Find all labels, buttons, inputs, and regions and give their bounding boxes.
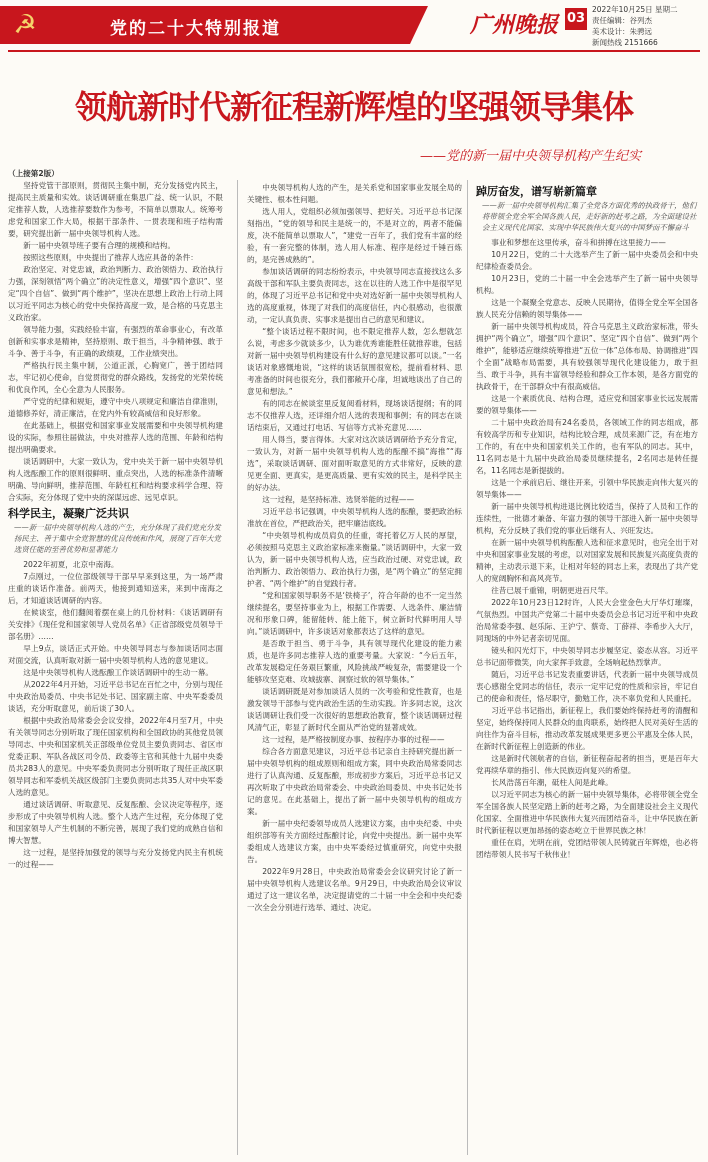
paragraph: 中央领导机构人选的产生，是关系党和国家事业发展全局的关键性、根本性问题。 — [247, 183, 462, 204]
page-header — [0, 0, 708, 48]
issue-meta — [592, 4, 678, 48]
banner-title: 党的二十大特别报道 — [110, 19, 281, 39]
paragraph: 在此基础上，根据党和国家事业发展需要和中央领导机构建设的实际，参照往届做法，中央对推荐人选的范围、年龄和结构提出明确要求。 — [8, 421, 223, 454]
subheadline: ——党的新一届中央领导机构产生纪实 — [420, 149, 642, 164]
issue-date: 2022年10月25日 星期二 — [592, 5, 678, 14]
paragraph: 事业和梦想在这里传承，奋斗和拼搏在这里接力—— — [491, 238, 666, 247]
section-subheading-2: ——新一届中央领导机构汇集了全党各方面优秀的执政骨干，他们将带领全党全军全国各族人民，走好新的赶考之路，为全面建设社会主义现代化国家、实现中华民族伟大复兴的中国梦而不懈奋斗 — [482, 201, 697, 232]
paragraph: “党和国家领导职务不是‘铁椅子’，符合年龄的也不一定当然继续提名，要坚持事业为上，根据工作需要、人选条件、廉洁情况和形象口碑，能留能转、能上能下，树立新时代鲜明用人导向。”谈话调研中，许多谈话对象都表达了这样的意见。 — [247, 591, 462, 636]
paragraph: 这一过程，是坚持标准、选贤举能的过程—— — [262, 495, 415, 504]
paragraph: 是否敢于担当、勇于斗争，具有领导现代化建设的能力素质，也是许多同志推荐人选的重要考量。大家说：“今后五年，改革发展稳定任务艰巨繁重，风险挑战严峻复杂，需要建设一个能够攻坚克难、攻城拔寨、洞察过软的领导集体。” — [247, 639, 462, 684]
paragraph: 参加谈话调研的同志纷纷表示，中央领导同志直接找这么多高级干部和军队主要负责同志，这在以往的人选工作中是很罕见的，体现了习近平总书记和党中央对选好新一届中央领导机构人选的高度重视，体现了对我们的高度信任，内心很感动，也很激动，一定认真负责、实事求是提出自己的意见和建议。 — [247, 267, 462, 324]
paragraph: 在候谈室，他们翻阅着摆在桌上的几份材料：《谈话调研有关安排》《现任党和国家领导人党员名单》《正省部级党员领导干部名册》…… — [8, 608, 223, 641]
paragraph: 谈话调研中，大家一致认为，党中央关于新一届中央领导机构人选酝酿工作的原则很鲜明、重点突出，人选的标准条件清晰明确、导向鲜明，推荐范围、年龄杠杠和结构要求科学合理、符合实际，充分体现了党中央的深谋远虑、远见卓识。 — [8, 457, 223, 502]
paragraph: 2022年初夏，北京中南海。 — [23, 560, 119, 569]
paragraph: 政治坚定、对党忠诚，政治判断力、政治领悟力、政治执行力强，深刻领悟“两个确立”的决定性意义，增强“四个意识”、坚定“四个自信”、做到“两个维护”，坚决在思想上政治上行动上同以习近平同志为核心的党中央保持高度一致，是合格的马克思主义政治家。 — [8, 265, 223, 322]
paragraph: 往昔已展千重锦，明朝更进百尺竿。 — [491, 586, 613, 595]
special-report-banner — [0, 6, 410, 44]
paragraph: 镜头和闪光灯下，中央领导同志步履坚定、姿态从容。习近平总书记面带微笑，向大家挥手致意，全场响起热烈掌声。 — [476, 646, 698, 667]
paragraph: 严格执行民主集中制，公道正派，心胸宽广，善于团结同志，牢记初心使命，自觉贯彻党的群众路线，发扬党的光荣传统和优良作风，全心全意为人民服务。 — [8, 361, 223, 394]
editor-credit: 责任编辑：谷列杰 — [592, 16, 652, 25]
paragraph: “中央领导机构成员肩负的任重，寄托着亿万人民的厚望，必须按照马克思主义政治家标准来衡量。”谈话调研中，大家一致认为，新一届中央领导机构人选，应当政治过硬、对党忠诚，政治判断力、政治领悟力、政治执行力强，是“两个确立”的坚定拥护者、“两个维护”的自觉践行者。 — [247, 531, 462, 588]
designer-credit: 美术设计：朱骋远 — [592, 27, 652, 36]
paragraph: 坚持党管干部原则，贯彻民主集中制，充分发扬党内民主，提高民主质量和实效。谈话调研重在集思广益、统一认识，不限定推荐人数，人选推荐要数作为参考，不简单以票取人。统筹考虑党和国家工作大局，根据干部条件、一贯表现和班子结构需要，研究提出新一届中央领导机构人选。 — [8, 181, 223, 238]
paragraph: 7点刚过，一位位部级领导干部早早来到这里，为一场严肃庄重的谈话作准备。前两天，他接到通知送来，来到中南海之后，才知道谈话调研的内容。 — [8, 572, 223, 605]
paragraph: 按照这些原则，中央提出了推荐人选应具备的条件： — [23, 253, 198, 262]
paragraph: 长风浩荡百年潮，砥柱人间是此峰。 — [491, 778, 613, 787]
section-heading-1: 科学民主，凝聚广泛共识 — [8, 507, 129, 520]
paragraph: 2022年10月23日12时许，人民大会堂金色大厅华灯璀璨，气氛热烈。中国共产党第二十届中央委员会总书记习近平和中央政治局常委李强、赵乐际、王沪宁、蔡奇、丁薛祥、李希步入大厅，同现场的中外记者亲切见面。 — [476, 598, 698, 643]
news-hotline: 新闻热线 2151666 — [592, 38, 658, 47]
paragraph: 谈话调研既是对参加谈话人员的一次考验和党性教育，也是激发领导干部参与党内政治生活的生动实践。许多同志说，这次谈话调研让我们受一次很好的思想政治教育，整个谈话调研过程风清气正，彰显了新时代全面从严治党的显著成效。 — [247, 687, 462, 732]
header-rule — [8, 50, 700, 52]
paragraph: “整个谈话过程不限时间，也不限定推荐人数，怎么想就怎么说，考虑多少就谈多少，认为谁优秀谁能胜任就推荐谁，包括对新一届中央领导机构建设有什么好的意见建议都可以谈。”一名谈话对象感慨地说，“这样的谈话氛围很宽松，提前看材料、思考准备的时间也很充分，我们都敞开心扉，坦诚地谈出了自己的意见和想法。” — [247, 327, 462, 396]
continued-note: （上接第2版） — [8, 169, 59, 178]
paragraph: 以习近平同志为核心的新一届中央领导集体，必将带领全党全军全国各族人民坚定踏上新的赶考之路，为全面建设社会主义现代化国家、全面推进中华民族伟大复兴而团结奋斗，让中华民族在新时代新征程以更加昂扬的姿态屹立于世界民族之林！ — [476, 790, 698, 835]
paragraph: 随后，习近平总书记发表重要讲话，代表新一届中央领导成员衷心感谢全党同志的信任，表示一定牢记党的性质和宗旨，牢记自己的使命和责任，恪尽职守，勤勉工作，决不辜负党和人民重托。 — [476, 670, 698, 703]
paragraph: 通过谈话调研、听取意见、反复酝酿、会议决定等程序，逐步形成了中央领导机构人选。整个人选产生过程，充分体现了党和国家领导人产生机制的不断完善，展现了我们党的成熟自信和博大智慧。 — [8, 800, 223, 845]
paragraph: 严守党的纪律和规矩，遵守中央八项规定和廉洁自律准则，道德修养好，清正廉洁，在党内外有较高威信和良好形象。 — [8, 397, 223, 418]
paragraph: 2022年9月28日，中央政治局常委会会议研究讨论了新一届中央领导机构人选建议名单。9月29日，中央政治局会议审议通过了这一建议名单，决定提请党的二十届一中全会和中央纪委一次全会分别进行选举、通过、决定。 — [247, 867, 462, 912]
paragraph: 从2022年4月开始，习近平总书记在百忙之中，分别与现任中央政治局委员、中央书记处书记、国家副主席、中央军委委员谈话，充分听取意见，前后谈了30人。 — [8, 680, 223, 713]
article-column-1 — [8, 168, 223, 871]
section-subheading-1: ——新一届中央领导机构人选的产生，充分体现了我们党充分发扬民主、善于集中全党智慧的优良传统和作风，展现了百年大党选贤任能的至善优势和显著能力 — [14, 523, 221, 554]
paragraph: 这是新时代领航者的自信，新征程奋起者的担当，更是百年大党再续华章的指引、伟大民族迈向复兴的希望。 — [476, 754, 698, 775]
headline: 领航新时代新征程新辉煌的坚强领导集体 — [74, 88, 633, 126]
paragraph: 这是一个承前启后、继往开来，引领中华民族走向伟大复兴的领导集体—— — [476, 478, 698, 499]
paragraph: 新一届中央领导班子要有合理的规模和结构。 — [23, 241, 176, 250]
page-number: 03 — [565, 8, 587, 30]
paragraph: 根据中央政治局常委会会议安排，2022年4月至7月，中央有关领导同志分别听取了现任国家机构和全国政协的其他党员领导同志、中央和国家机关正部级单位党员主要负责同志、省区市党委正职、军队各战区司令员、政委等主官和其他十九届中央委员共283人的意见。中央军委负责同志分别听取了现任正战区职领导同志和军委机关战区级部门主要负责同志共35人对中央军委人选的意见。 — [8, 716, 223, 797]
paragraph: 这是中央领导机构人选酝酿工作谈话调研中的生动一幕。 — [23, 668, 214, 677]
paragraph: 这是一个素质优良、结构合理，适应党和国家事业长远发展需要的领导集体—— — [476, 394, 698, 415]
paragraph: 这是一个凝聚全党意志、反映人民期待，值得全党全军全国各族人民充分信赖的领导集体—— — [476, 298, 698, 319]
paragraph: 领导能力强，实践经验丰富，有强烈的革命事业心，有改革创新和实事求是精神，坚持原则、敢于担当，斗争精神强、敢于斗争、善于斗争，有正确的政绩观，工作业绩突出。 — [8, 325, 223, 358]
column-divider — [237, 180, 238, 1155]
paragraph: 习近平总书记强调，中央领导机构人选的酝酿，要把政治标准放在首位，严把政治关，把牢廉洁底线。 — [247, 507, 462, 528]
paragraph: 用人得当，要言得体。大家对这次谈话调研给予充分肯定，一致认为，对新一届中央领导机构人选的酝酿不搞“海推”“海选”，采取谈话调研、面对面听取意见的方式非常好，反映的意见更全面、更真实，是更高质量、更有实效的民主，是科学民主的好办法。 — [247, 435, 462, 492]
paragraph: 二十届中央政治局有24名委员，各领域工作的同志组成，都有较高学历和专业知识，结构比较合理，成员来源广泛，有在地方工作的，有在中央和国家机关工作的，也有军队的同志。其中，11名同志是十九届中央政治局委员继续提名，2名同志是转任提名，11名同志是新提拔的。 — [476, 418, 698, 475]
paragraph: 10月23日，党的二十届一中全会选举产生了新一届中央领导机构。 — [476, 274, 698, 295]
hammer-sickle-icon: ☭ — [13, 10, 37, 40]
paper-logo: 广州晚报 — [470, 12, 559, 38]
column-divider — [467, 180, 468, 1155]
article-column-3 — [476, 182, 698, 861]
paragraph: 早上9点，谈话正式开始。中央领导同志与参加谈话同志面对面交流，认真听取对新一届中央领导机构人选的意见建议。 — [8, 644, 223, 665]
paragraph: 习近平总书记指出，新征程上，我们要始终保持赶考的清醒和坚定，始终保持同人民群众的血肉联系，始终把人民对美好生活的向往作为奋斗目标，推动改革发展成果更多更公平惠及全体人民，在新时代新征程上创造新的伟业。 — [476, 706, 698, 751]
paragraph: 有的同志在候谈室里反复阅看材料，现场谈话提纲；有的同志不仅推荐人选，还详细介绍人选的表现和事例；有的同志在谈话结束后，又通过打电话、写信等方式补充意见…… — [247, 399, 462, 432]
paragraph: 新一届中央领导机构进退比例比较适当，保持了人员和工作的连续性，一批德才兼备、年富力强的领导干部进入新一届中央领导机构，充分反映了我们党的事业后继有人、兴旺发达。 — [476, 502, 698, 535]
paragraph: 10月22日，党的二十大选举产生了新一届中央委员会和中央纪律检查委员会。 — [476, 250, 698, 271]
article-column-2 — [247, 182, 462, 914]
paragraph: 新一届中央领导机构成员，符合马克思主义政治家标准，带头拥护“两个确立”，增强“四个意识”、坚定“四个自信”、做到“两个维护”，能够适应继续统筹推进“五位一体”总体布局、协调推进“四个全面”战略布局需要，具有较强领导现代化建设能力，敢于担当、敢于斗争，具有丰富领导经验和群众工作本领，是各方面党的执政骨干，在干部群众中有很高威信。 — [476, 322, 698, 391]
paragraph: 在新一届中央领导机构酝酿人选和征求意见时，也完全出于对中央和国家事业发展的考虑，以对国家发展和民族复兴高度负责的精神，主动表示退下来，让相对年轻的同志上来，表现出了共产党人的宽阔胸怀和高风亮节。 — [476, 538, 698, 583]
paragraph: 这一过程，是严格按制度办事、按程序办事的过程—— — [262, 735, 445, 744]
paragraph: 新一届中央纪委领导成员人选建议方案，由中央纪委、中央组织部等有关方面经过酝酿讨论，向党中央提出。新一届中央军委组成人选建议方案，由中央军委经过慎重研究，向党中央报告。 — [247, 819, 462, 864]
paragraph: 综合各方面意见建议，习近平总书记亲自主持研究提出新一届中央领导机构的组成原则和组成方案，同中央政治局常委同志进行了认真沟通、反复酝酿，形成初步方案后，习近平总书记又再次听取了中央政治局常委会、中央政治局委员、中央书记处书记的意见。在此基础上，提出了新一届中央领导机构的组成方案。 — [247, 747, 462, 816]
paragraph: 这一过程，是坚持加强党的领导与充分发扬党内民主有机统一的过程—— — [8, 848, 223, 869]
paragraph: 重任在肩，光明在前，党团结带领人民铸就百年辉煌，也必将团结带领人民书写千秋伟业！ — [476, 838, 698, 859]
section-heading-2: 踔厉奋发，谱写崭新篇章 — [476, 185, 597, 198]
paragraph: 选人用人，党组织必须加强领导、把好关。习近平总书记深刻指出，“党的领导和民主是统一的，不是对立的，两者不能偏废，决不能简单以票取人”，“建党一百年了，我们党有丰富的经验，有一套完整的体制，选人用人标准、程序是经过千锤百炼的，是完善成熟的”。 — [247, 207, 462, 264]
